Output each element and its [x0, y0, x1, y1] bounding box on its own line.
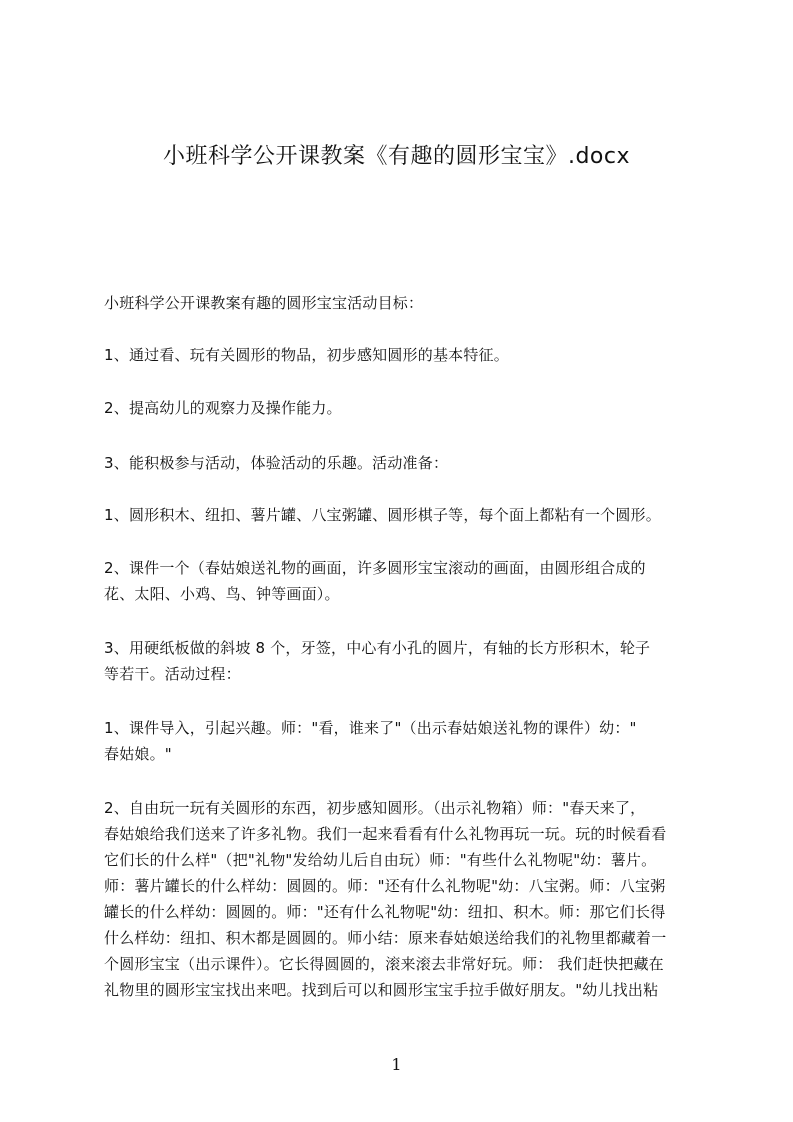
paragraph-prep-3	[104, 635, 716, 687]
paragraph-objectives-heading	[104, 290, 716, 316]
text-line: 个圆形宝宝（出示课件）。它长得圆圆的，滚来滚去非常好玩。师： 我们赶快把藏在	[104, 955, 664, 973]
text-line: 什么样幼：纽扣、积木都是圆圆的。师小结：原来春姑娘送给我们的礼物里都藏着一	[104, 929, 667, 947]
text-line: 3、能积极参与活动，体验活动的乐趣。活动准备：	[104, 454, 449, 472]
text-line: 1、通过看、玩有关圆形的物品，初步感知圆形的基本特征。	[104, 346, 509, 364]
text-line: 它们长的什么样"（把"礼物"发给幼儿后自由玩）师："有些什么礼物呢"幼：薯片。	[104, 851, 657, 869]
paragraph-objective-2	[104, 395, 716, 421]
paragraph-process-2	[104, 795, 716, 1003]
text-line: 师：薯片罐长的什么样幼：圆圆的。师："还有什么礼物呢"幼：八宝粥。师：八宝粥	[104, 877, 666, 895]
text-line: 1、课件导入，引起兴趣。师："看，谁来了"（出示春姑娘送礼物的课件）幼："	[104, 719, 637, 737]
document-title: 小班科学公开课教案《有趣的圆形宝宝》.docx	[162, 144, 631, 169]
paragraph-process-1	[104, 715, 716, 767]
paragraph-prep-2	[104, 555, 716, 607]
text-line: 等若干。活动过程：	[104, 665, 241, 683]
text-line: 罐长的什么样幼：圆圆的。师："还有什么礼物呢"幼：纽扣、积木。师：那它们长得	[104, 903, 666, 921]
text-line: 2、自由玩一玩有关圆形的东西，初步感知圆形。（出示礼物箱）师："春天来了，	[104, 799, 646, 817]
text-line: 3、用硬纸板做的斜坡 8 个，牙签，中心有小孔的圆片，有轴的长方形积木，轮子	[104, 639, 651, 657]
text-line: 花、太阳、小鸡、鸟、钟等画面）。	[104, 585, 340, 603]
paragraph-prep-1	[104, 502, 716, 528]
text-line: 小班科学公开课教案有趣的圆形宝宝活动目标：	[104, 294, 424, 312]
text-line: 2、提高幼儿的观察力及操作能力。	[104, 399, 342, 417]
paragraph-objective-3	[104, 450, 716, 476]
text-line: 2、课件一个（春姑娘送礼物的画面，许多圆形宝宝滚动的画面，由圆形组合成的	[104, 559, 646, 577]
paragraph-objective-1	[104, 342, 716, 368]
page-number: 1	[391, 1055, 402, 1074]
text-line: 春姑娘给我们送来了许多礼物。我们一起来看看有什么礼物再玩一玩。玩的时候看看	[104, 825, 667, 843]
text-line: 春姑娘。"	[104, 745, 172, 763]
text-line: 1、圆形积木、纽扣、薯片罐、八宝粥罐、圆形棋子等，每个面上都粘有一个圆形。	[104, 506, 661, 524]
text-line: 礼物里的圆形宝宝找出来吧。找到后可以和圆形宝宝手拉手做好朋友。"幼儿找出粘	[104, 981, 659, 999]
